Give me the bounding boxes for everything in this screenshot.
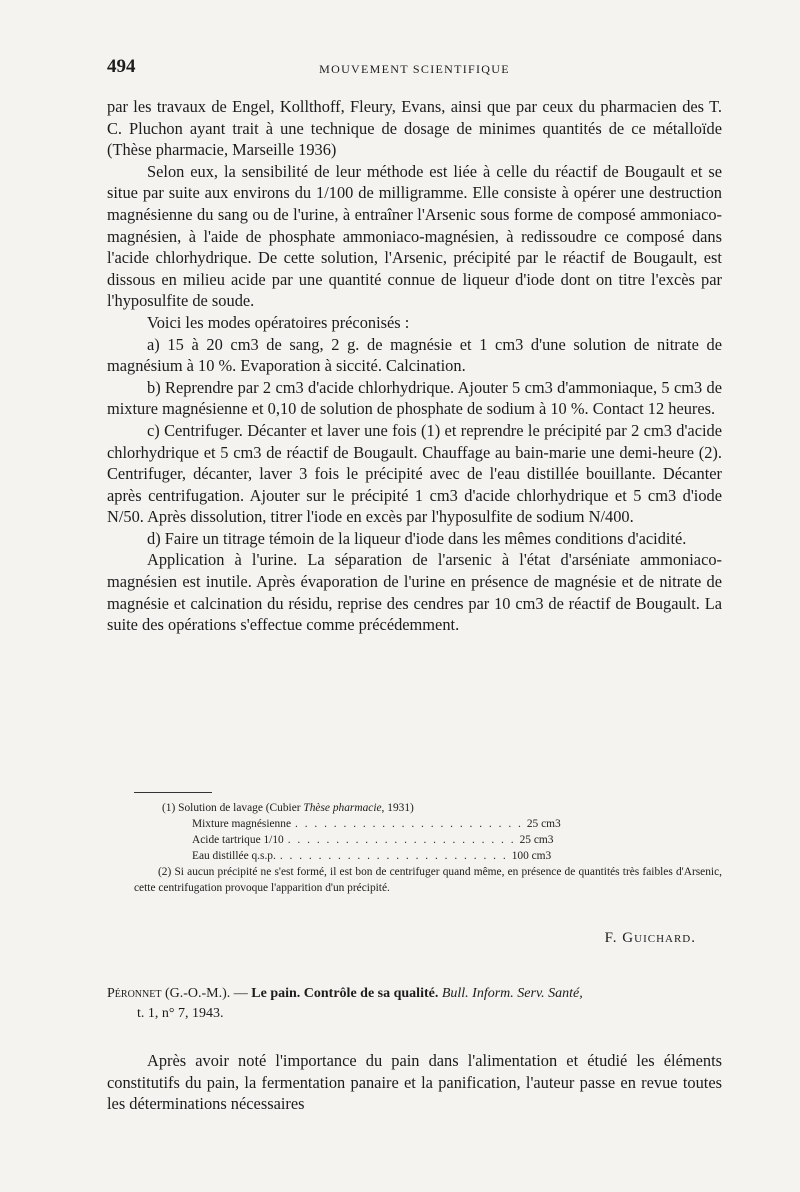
main-text xyxy=(107,96,722,636)
review-title: Le pain. Contrôle de sa qualité. xyxy=(251,986,439,1001)
running-head: MOUVEMENT SCIENTIFIQUE xyxy=(319,62,510,76)
review-dash: — xyxy=(230,986,252,1001)
dot-leader: . . . . . . . . . . . . . . . . . . . . . . . . xyxy=(287,834,516,846)
paragraph-urine: Application à l'urine. La séparation de l'arsenic à l'état d'arséniate ammoniaco-magnésien est inutile. Après évaporation de l'urine en présence de magnésie et de nitrate de magnésie et calcination du résidu, reprise des cendres par 10 cm3 de réactif de Bougault. La suite des opérations s'effectue comme précédemment. xyxy=(107,550,722,635)
recipe-quantity: 25 cm3 xyxy=(519,834,554,846)
recipe-row xyxy=(192,848,552,864)
protocol-step-b: b) Reprendre par 2 cm3 d'acide chlorhydrique. Ajouter 5 cm3 d'ammoniaque, 5 cm3 de mixture magnésienne et 0,10 de solution de phosphate de sodium à 10 %. Contact 12 heures. xyxy=(107,377,722,419)
author-signature xyxy=(605,930,696,947)
review-volume: t. 1, n° 7, 1943. xyxy=(137,1006,224,1021)
footnote-1-lead: (1) Solution de lavage (Cubier xyxy=(162,802,304,814)
page-number: 494 xyxy=(107,56,136,77)
review-reference xyxy=(107,984,722,1024)
dot-leader: . . . . . . . . . . . . . . . . . . . . . . . . xyxy=(295,818,523,830)
recipe-quantity: 25 cm3 xyxy=(526,818,561,830)
protocol-step-c: c) Centrifuger. Décanter et laver une fois (1) et reprendre le précipité par 2 cm3 d'acide chlorhydrique et 5 cm3 de réactif de Bougault. Chauffage au bain-marie une demi-heure (2). Centrifuger, décanter, laver 3 fois le précipité avec de l'eau distillée bouillante. Décanter après centrifugation. Ajouter sur le précipité 1 cm3 d'acide chlorhydrique et 5 cm3 d'iode N/50. Après dissolution, titrer l'iode en excès par l'hyposulfite de sodium N/400. xyxy=(107,420,722,527)
page-header xyxy=(107,56,722,80)
review-paragraph: Après avoir noté l'importance du pain dans l'alimentation et étudié les éléments constitutifs du pain, la fermentation panaire et la panification, l'auteur passe en revue toutes les déterminations nécessaires xyxy=(107,1051,722,1114)
recipe-name: Eau distillée q.s.p. xyxy=(192,850,276,862)
recipe-table xyxy=(192,816,561,864)
review-journal: Bull. Inform. Serv. Santé, xyxy=(438,986,583,1001)
paragraph-3: Voici les modes opératoires préconisés : xyxy=(147,312,410,332)
protocol-step-a: a) 15 à 20 cm3 de sang, 2 g. de magnésie et 1 cm3 d'une solution de nitrate de magnésium à 10 %. Evaporation à siccité. Calcination. xyxy=(107,334,722,376)
paragraph-2: Selon eux, la sensibilité de leur méthode est liée à celle du réactif de Bougault et se situe par suite aux environs du 1/100 de milligramme. Elle consiste à opérer une destruction magnésienne du sang ou de l'urine, à entraîner l'Arsenic sous forme de composé ammoniaco-magnésien, à l'aide de phosphate ammoniaco-magnésien, à redissoudre ce composé dans l'acide chlorhydrique. De cette solution, l'Arsenic, précipité par le réactif de Bougault, est dissous en milieu acide par une quantité connue de liqueur d'iode dont on titre l'excès par l'hyposulfite de soude. xyxy=(107,161,722,311)
footnotes xyxy=(134,800,722,896)
signature-name: Guichard. xyxy=(622,930,696,946)
dot-leader: . . . . . . . . . . . . . . . . . . . . . . . . xyxy=(279,850,508,862)
recipe-name: Acide tartrique 1/10 xyxy=(192,834,284,846)
footnote-1-tail: , 1931) xyxy=(381,802,414,814)
review-author: Péronnet (G.-O.-M.). xyxy=(107,986,231,1001)
paragraph-1: par les travaux de Engel, Kollthoff, Fleury, Evans, ainsi que par ceux du pharmacien des T. C. Pluchon ayant trait à une technique de dosage de minimes quantités de ce métalloïde (Thèse pharmacie, Marseille 1936) xyxy=(107,97,722,160)
footnote-2: (2) Si aucun précipité ne s'est formé, il est bon de centrifuger quand même, en présence de quantités très faibles d'Arsenic, cette centrifugation provoque l'apparition d'un précipité. xyxy=(134,866,722,894)
signature-initial: F. xyxy=(604,930,623,946)
footnote-rule xyxy=(134,792,212,793)
recipe-row xyxy=(192,832,554,848)
recipe-quantity: 100 cm3 xyxy=(511,850,552,862)
footnote-1-italic: Thèse pharmacie xyxy=(303,802,382,814)
footnote-1 xyxy=(134,800,722,816)
protocol-step-d: d) Faire un titrage témoin de la liqueur d'iode dans les mêmes conditions d'acidité. xyxy=(147,528,687,548)
recipe-row xyxy=(192,816,561,832)
recipe-name: Mixture magnésienne xyxy=(192,818,292,830)
